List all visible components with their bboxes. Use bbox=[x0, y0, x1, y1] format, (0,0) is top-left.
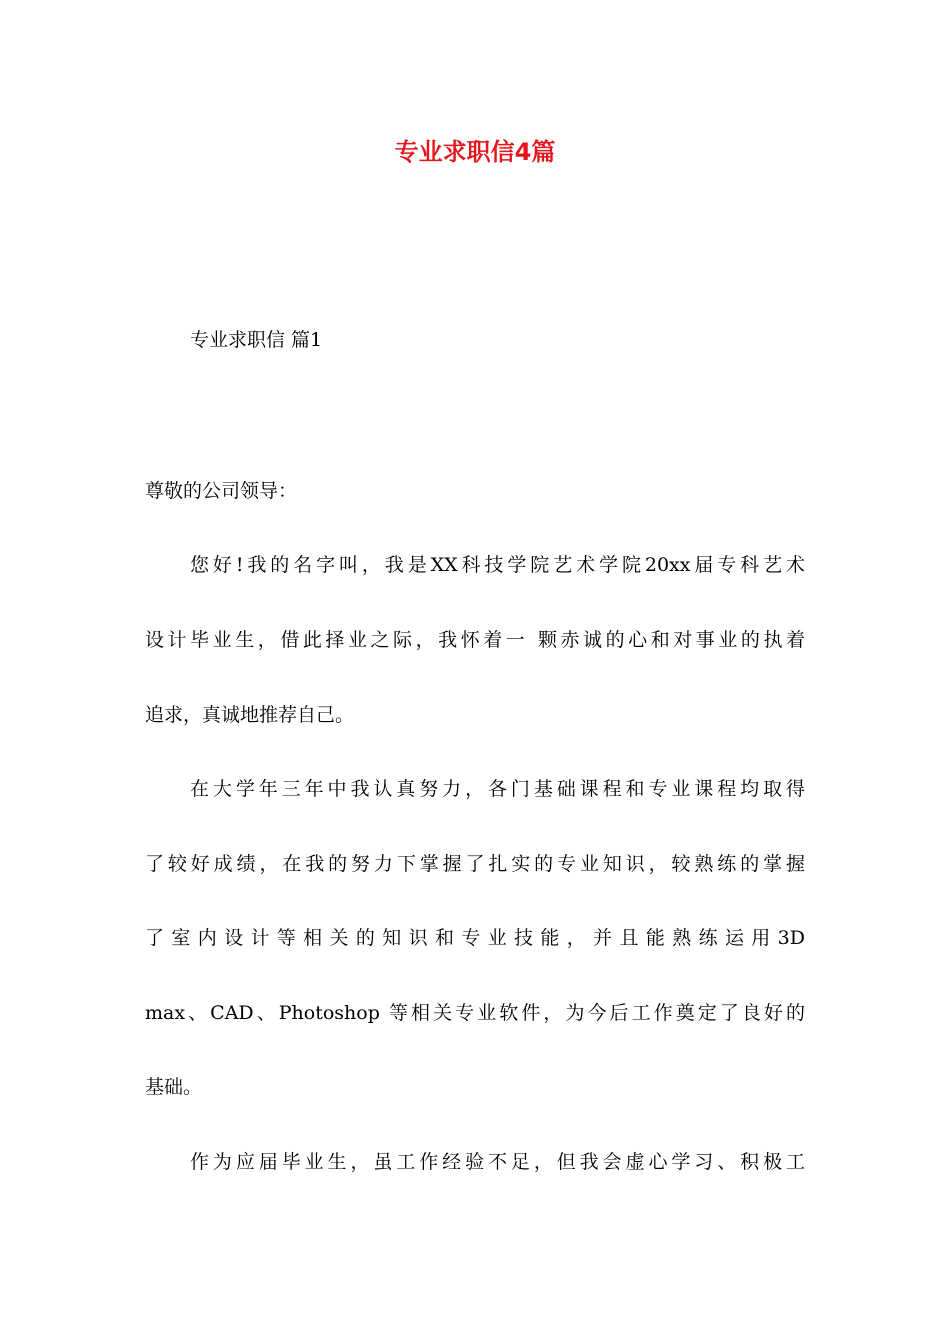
paragraph-line: 基础。 bbox=[145, 1076, 203, 1098]
paragraph-line: 设计毕业生，借此择业之际，我怀着一 颗赤诚的心和对事业的执着 bbox=[145, 629, 805, 651]
section-heading: 专业求职信 篇1 bbox=[190, 329, 323, 351]
paragraph-line: 作为应届毕业生，虽工作经验不足，但我会虚心学习、积极工 bbox=[190, 1151, 805, 1173]
paragraph-line: 了较好成绩，在我的努力下掌握了扎实的专业知识，较熟练的掌握 bbox=[145, 853, 805, 875]
paragraph-line: 您好!我的名字叫，我是XX科技学院艺术学院20xx届专科艺术 bbox=[190, 554, 805, 576]
document-title: 专业求职信4篇 bbox=[394, 138, 556, 166]
paragraph-line: 了室内设计等相关的知识和专业技能，并且能熟练运用3D bbox=[145, 927, 805, 949]
salutation: 尊敬的公司领导： bbox=[145, 480, 298, 502]
paragraph-line: 在大学年三年中我认真努力，各门基础课程和专业课程均取得 bbox=[190, 778, 805, 800]
paragraph-line: 追求，真诚地推荐自己。 bbox=[145, 704, 355, 726]
paragraph-line: max、CAD、Photoshop 等相关专业软件，为今后工作奠定了良好的 bbox=[145, 1002, 805, 1024]
